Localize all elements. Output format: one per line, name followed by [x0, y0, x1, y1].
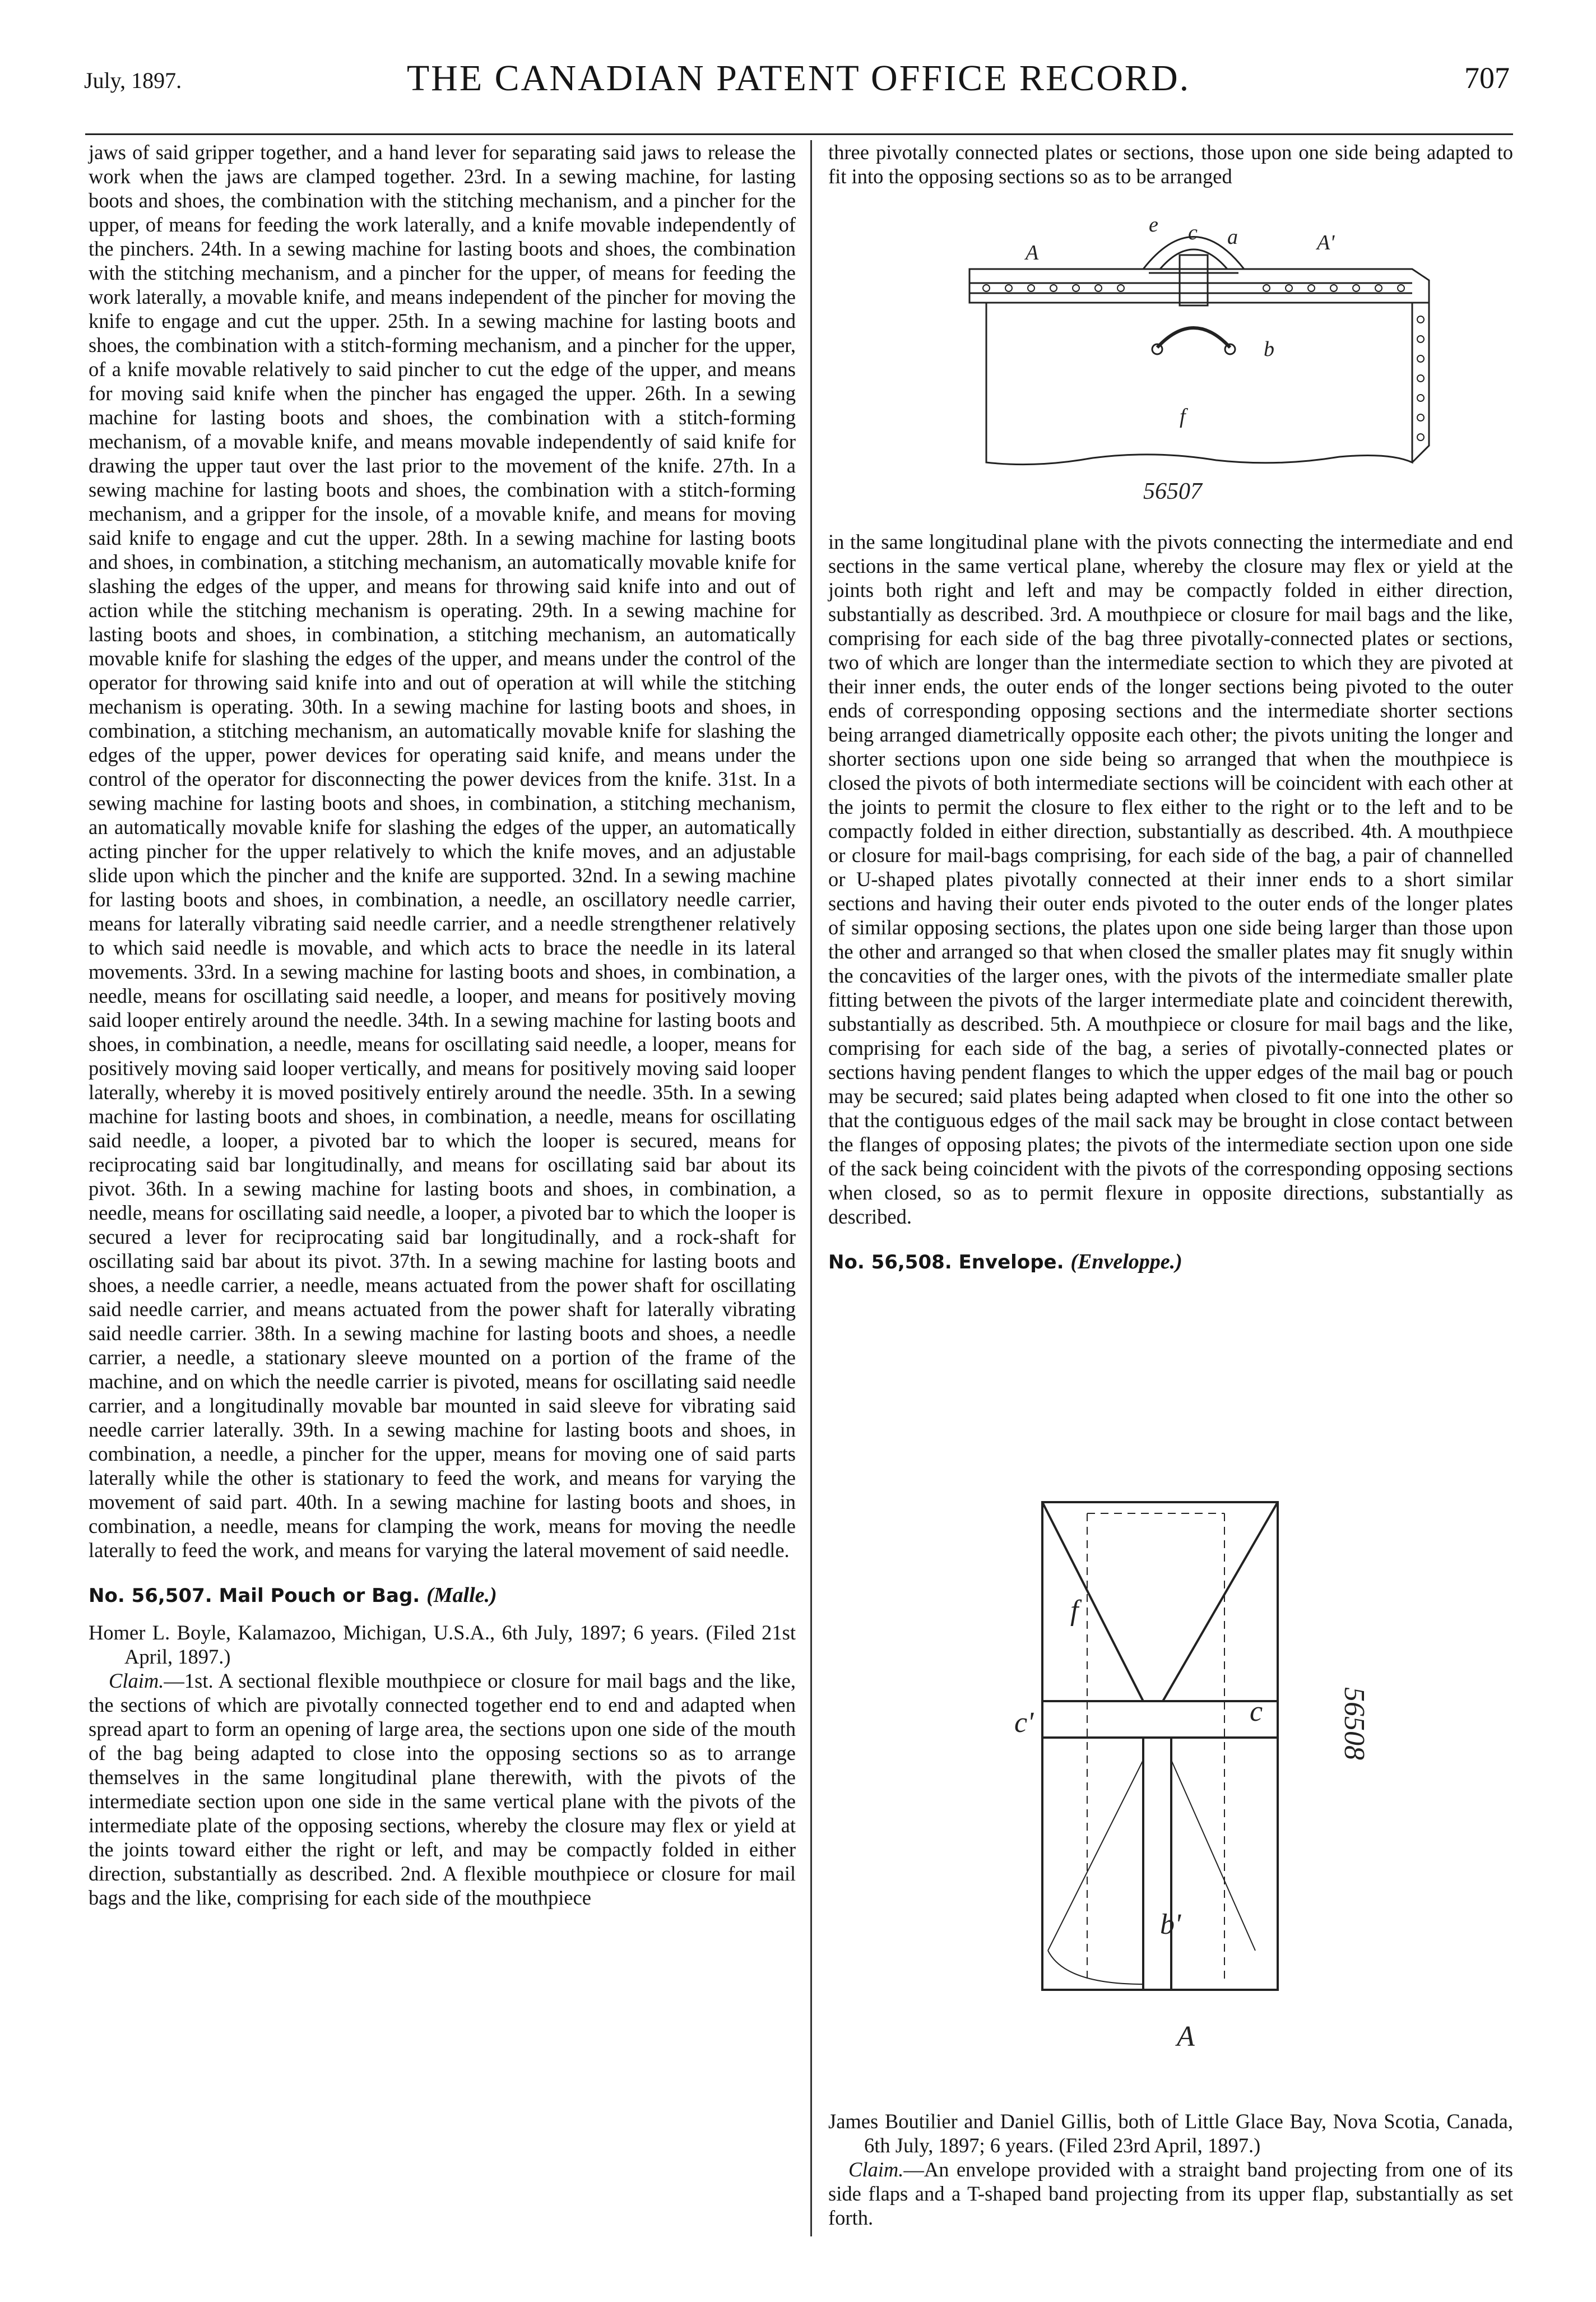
claim-label-2: Claim. — [848, 2158, 904, 2181]
mail-pouch-drawing — [953, 199, 1457, 510]
patent-56508-claim-text: —An envelope provided with a straight band projecting from one of its side flaps and a T-shaped band projecting from its upper flap, substantially as set forth. — [828, 2158, 1513, 2229]
label-a: a — [1227, 225, 1238, 249]
right-column-top — [828, 140, 1513, 188]
patent-56508-french-title: (Enveloppe.) — [1070, 1250, 1182, 1273]
envelope-drawing — [975, 1491, 1479, 2057]
header-rule — [85, 133, 1513, 135]
continued-claims-text: jaws of said gripper together, and a hand lever for separating said jaws to release the work when the jaws are clamped together. 23rd. In a sewing machine, for lasting boots and shoes, the combination with the stitching mechanism, and a pincher for the upper, of means for feeding the work laterally, and a knife movable independently of the pinchers. 24th. In a sewing machine for lasting boots and shoes, the combination with the stitching mechanism, and a pincher for the upper, of means for feeding the work laterally, a movable knife, and means independent of the pincher for moving the knife to engage and cut the upper. 25th. In a sewing machine for lasting boots and shoes, the combination with a stitch-forming mechanism, and a pincher for the upper, of a knife movable relatively to said pincher to cut the edge of the upper, and means for moving said knife when the pincher has engaged the upper. 26th. In a sewing machine for lasting boots and shoes, the combination with a stitch-forming mechanism, of a movable knife, and means movable independently of said knife for drawing the upper taut over the last prior to the movement of the knife. 27th. In a sewing machine for lasting boots and shoes, the combination with a stitch-forming mechanism, and a gripper for the insole, of a movable knife, and means for moving said knife to engage and cut the upper. 28th. In a sewing machine for lasting boots and shoes, in combination, a stitching mechanism, an automatically movable knife for slashing the edges of the upper, and means for throwing said knife into and out of action while the stitching mechanism is operating. 29th. In a sewing machine for lasting boots and shoes, in combination, a stitching mechanism, an automatically movable knife for slashing the edges of the upper, and means under the control of the operator for throwing said knife into and out of operation at will while the stitching mechanism is operating. 30th. In a sewing machine for lasting boots and shoes, in combination, a stitching mechanism, an automatically movable knife for slashing the edges of the upper, power devices for operating said knife, and means under the control of the operator for disconnecting the power devices from the knife. 31st. In a sewing machine for lasting boots and shoes, in combination, a stitching mechanism, an automatically movable knife for slashing the edges of the upper, an automatically acting pincher for the upper relatively to which the knife moves, and an adjustable slide upon which the pincher and the knife are supported. 32nd. In a sewing machine for lasting boots and shoes, in combination, a needle, an oscillatory needle carrier, means for laterally vibrating said needle carrier, and a needle strengthener relatively to which said needle is movable, and which acts to brace the needle in its lateral movements. 33rd. In a sewing machine for lasting boots and shoes, in combination, a needle, means for oscillating said needle, a looper, and means for positively moving said looper entirely around the needle. 34th. In a sewing machine for lasting boots and shoes, in combination, a needle, means for oscillating said needle, a looper, means for positively moving said looper vertically, and means for positively moving said looper laterally, whereby it is moved positively entirely around the needle. 35th. In a sewing machine for lasting boots and shoes, in combination, a needle, means for oscillating said needle, a looper, a pivoted bar to which the looper is secured, means for reciprocating said bar longitudinally, and means for oscillating said bar about its pivot. 36th. In a sewing machine for lasting boots and shoes, in combination, a needle, means for oscillating said needle, a looper, a pivoted bar to which the looper is secured a lever for reciprocating said bar longitudinally, and a rock-shaft for oscillating said bar about its pivot. 37th. In a sewing machine for lasting boots and shoes, a needle carrier, a needle, means actuated from the power shaft for oscillating said needle carrier, and means actuated from the power shaft for laterally vibrating said needle carrier. 38th. In a sewing machine for lasting boots and shoes, a needle carrier, a needle, a stationary sleeve mounted on a portion of the frame of the machine, and on which the needle carrier is pivoted, means for oscillating said needle carrier, and a longitudinally movable bar mounted in said sleeve for vibrating said needle carrier laterally. 39th. In a sewing machine for lasting boots and shoes, in combination, a needle, a pincher for the upper, means for moving one of said parts laterally while the other is stationary to feed the work, and means for varying the movement of said part. 40th. In a sewing machine for lasting boots and shoes, in combination, a needle, means for clamping the work, means for moving the needle laterally to feed the work, and means for varying the lateral movement of said needle. — [89, 141, 796, 1562]
continuation-main-text: in the same longitudinal plane with the pivots connecting the intermediate and end sections in the same vertical plane, whereby the closure may flex or yield at the joints both right and left and may be compactly folded in either direction, substantially as described. 3rd. A mouthpiece or closure for mail bags and the like, comprising for each side of the bag three pivotally-connected plates or sections, two of which are longer than the intermediate section to which they are pivoted at their inner ends, the outer ends of the longer sections being pivoted to the outer ends of corresponding opposing sections and the intermediate shorter sections being arranged diametrically opposite each other; the pivots uniting the longer and shorter sections upon one side being so arranged that when the mouthpiece is closed the pivots of both intermediate sections will be coincident with each other at the joints to permit the closure to flex either to the right or to the left and to be compactly folded in either direction, substantially as described. 4th. A mouthpiece or closure for mail-bags comprising, for each side of the bag, a pair of channelled or U-shaped plates pivotally connected at their inner ends to a short similar sections and having their outer ends pivoted to the outer ends of the longer plates of similar opposing sections, the plates upon one side being larger than those upon the other and arranged so that when closed the smaller plates may fit snugly within the concavities of the larger ones, with the pivots of the intermediate smaller plate fitting between the pivots of the larger intermediate plate and coincident therewith, substantially as described. 5th. A mouthpiece or closure for mail bags and the like, comprising for each side of the bag, a series of pivotally-connected plates or sections having pendent flanges to which the upper edges of the mail bag or pouch may be secured; said plates being adapted when closed to fit one into the other so that the contiguous edges of the mail sack may be brought in close contact between the flanges of opposing plates; the pivots of the intermediate section upon one side of the sack being coincident with the pivots of the corresponding opposing sections when closed, so as to permit flexure in opposite directions, substantially as described. — [828, 530, 1513, 1228]
patent-56508-claim — [828, 2157, 1513, 2230]
left-column — [89, 140, 796, 1910]
page-header — [84, 57, 1513, 108]
env-label-c: c — [1250, 1696, 1263, 1727]
header-date: July, 1897. — [84, 68, 182, 93]
label-b: b — [1264, 337, 1274, 361]
patent-56507-title: Mail Pouch or Bag. — [219, 1585, 420, 1607]
patent-56508-inventor: James Boutilier and Daniel Gillis, both of Little Glace Bay, Nova Scotia, Canada, 6th July, 1897; 6 years. (Filed 23rd April, 1897.) — [828, 2110, 1513, 2157]
label-A: A — [1026, 241, 1039, 265]
patent-56507-inventor: Homer L. Boyle, Kalamazoo, Michigan, U.S.A., 6th July, 1897; 6 years. (Filed 21st April, 1897.) — [89, 1621, 796, 1668]
env-label-c-prime: c' — [1014, 1707, 1034, 1739]
patent-56507-heading — [89, 1583, 796, 1608]
label-c: c — [1188, 221, 1198, 244]
page-number: 707 — [1464, 61, 1510, 95]
envelope-figure-number: 56508 — [1338, 1687, 1370, 1760]
env-label-f: f — [1070, 1595, 1079, 1627]
column-divider — [810, 140, 812, 2236]
patent-56507-number: No. 56,507. — [89, 1585, 212, 1607]
journal-title: THE CANADIAN PATENT OFFICE RECORD. — [406, 58, 1191, 99]
patent-56508-number: No. 56,508. — [828, 1251, 952, 1273]
right-column-main — [828, 530, 1513, 1287]
env-label-b-prime: b' — [1160, 1909, 1181, 1940]
patent-56507-claim-text: —1st. A sectional flexible mouthpiece or closure for mail bags and the like, the sections of which are pivotally connected together end to end and adapted when spread apart to form an opening of large area, the sections upon one side of the mouth of the bag being adapted to close into the opposing sections so as to arrange themselves in the same longitudinal plane therewith, with the pivots of the intermediate section upon one side in the same vertical plane with the pivots of the intermediate plate of the opposing sections, whereby the closure may flex or yield at the joints toward either the right or left, and may be compactly folded in either direction, substantially as described. 2nd. A flexible mouthpiece or closure for mail bags and the like, comprising for each side of the mouthpiece — [89, 1669, 796, 1909]
patent-56507-french-title: (Malle.) — [426, 1583, 497, 1607]
label-e: e — [1149, 213, 1158, 237]
patent-56508-heading — [828, 1250, 1513, 1275]
patent-56507-claim — [89, 1669, 796, 1910]
patent-56508-title: Envelope. — [958, 1251, 1064, 1273]
pouch-figure-number: 56507 — [1143, 479, 1202, 504]
continuation-top-text: three pivotally connected plates or sections, those upon one side being adapted to fit into the opposing sections so as to be arranged — [828, 141, 1513, 188]
env-label-A: A — [1177, 2021, 1195, 2053]
label-A-prime: A' — [1317, 231, 1335, 254]
claim-label: Claim. — [109, 1669, 164, 1692]
label-f: f — [1180, 405, 1186, 428]
right-column-bottom — [828, 2109, 1513, 2230]
